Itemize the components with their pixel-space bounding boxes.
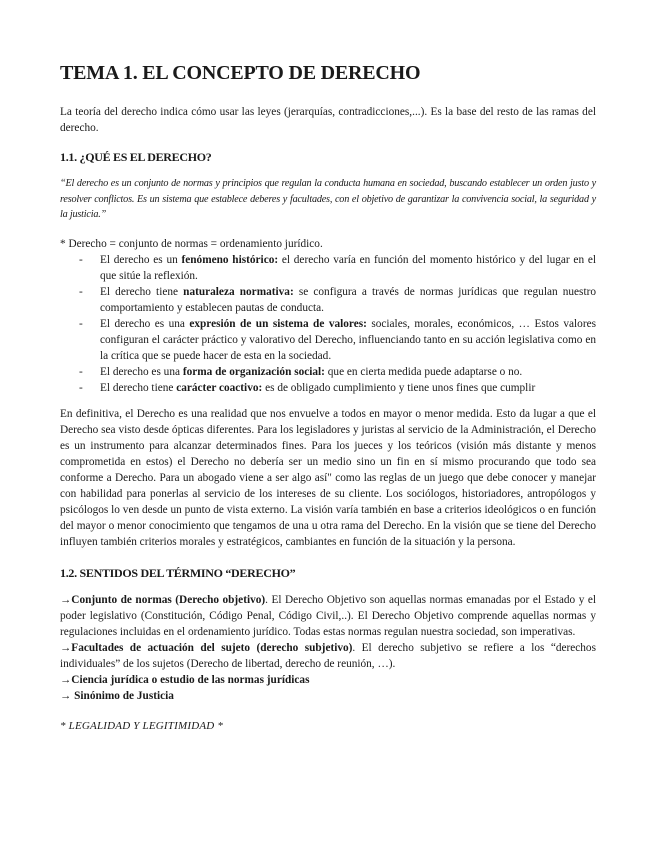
list-item-bold: expresión de un sistema de valores: [189,317,367,330]
list-item-text: sociales, morales, económicos, … Estos valores configuran el carácter práctico y valorativo del Derecho, influenciando tanto en su acción legislativa como en la crítica que se puede hacer de esta en la sociedad. [100,317,596,362]
body-paragraph: En definitiva, el Derecho es una realidad que nos envuelve a todos en mayor o menor medida. Esto da lugar a que el Derecho sea visto desde ópticas diferentes. Para los legisladores y juristas al servicio de la Administración, el Derecho es un instrumento para alcanzar determinados fines. Para los jueces y los teóricos (visión más distante y menos comprometida en estos) el Derecho no debería ser un medio sino un fin en sí mismo procurando que todo sea conforme a Derecho. Para un abogado viene a ser algo así" como las reglas de un juego que debe conocer y manejar con habilidad para ponerlas al servicio de los intereses de su cliente. Los sociólogos, historiadores, antropólogos y psicólogos lo ven desde un punto de vista externo. La visión varía también en base a criterios ideológicos o en función del mayor o menor conocimiento que tengamos de una u otra rama del Derecho. En la visión que se tiene del Derecho influyen también criterios morales y estratégicos, cambiantes en función de la situación y la persona. [60,407,596,548]
dash-marker: - [79,285,83,298]
sense-item-bold: Ciencia jurídica o estudio de las normas jurídicas [71,673,310,686]
sense-item [60,672,596,688]
list-item [79,284,597,316]
section-heading-1: 1.1. ¿QUÉ ES EL DERECHO? [60,150,212,164]
sense-item-text: . El Derecho Objetivo son aquellas normas emanadas por el Estado y el poder legislativo (Constitución, Código Penal, Código Civil,..). El Derecho Objetivo comprende aquellas normas y regulaciones incluidas en el ordenamiento jurídico. Todas estas normas regulan nuestra sociedad, son imperativas. [60,593,596,638]
intro-paragraph: La teoría del derecho indica cómo usar las leyes (jerarquías, contradicciones,...). Es la base del resto de las ramas del derecho. [60,106,596,134]
dash-marker: - [79,365,83,378]
sense-item-bold: Facultades de actuación del sujeto (derecho subjetivo) [71,641,353,654]
list-item [79,252,596,284]
list-item-text: El derecho tiene [100,285,184,298]
list-item [79,316,596,364]
sense-item-bold: Conjunto de normas (Derecho objetivo) [71,593,266,606]
list-item-text: El derecho es una [100,365,183,378]
list-item [79,380,596,396]
legality-heading: * LEGALIDAD Y LEGITIMIDAD * [60,719,224,732]
list-item-text: es de obligado cumplimiento y tiene unos fines que cumplir [262,381,536,394]
list-item-text: que en cierta medida puede adaptarse o no. [324,365,523,378]
arrow-icon: → [60,689,72,702]
definition-quote: “El derecho es un conjunto de normas y principios que regulan la conducta humana en sociedad, buscando establecer un orden justo y resolver conflictos. Es un sistema que establece deberes y facultades, con el objetivo de garantizar la convivencia social, la seguridad y la justicia.” [60,178,596,220]
list-item-text: El derecho tiene [100,381,177,394]
list-item-text: el derecho varía en función del momento histórico y del lugar en el que sitúe la reflexión. [100,253,596,282]
dash-marker: - [79,253,83,266]
arrow-icon: → [60,673,72,686]
sense-item [60,688,596,704]
page-title: TEMA 1. EL CONCEPTO DE DERECHO [60,62,421,84]
list-item-bold: forma de organización social: [182,365,325,378]
senses-list [60,592,596,704]
list-item-text: El derecho es un [100,253,182,266]
sense-item [60,640,596,672]
list-item-bold: naturaleza normativa: [183,285,294,298]
dash-marker: - [79,317,83,330]
arrow-icon: → [60,641,72,654]
sense-item-text: . El derecho subjetivo se refiere a los “derechos individuales” de los sujetos (Derecho de libertad, derecho de reunión, …). [60,641,596,670]
list-item-bold: fenómeno histórico: [181,253,279,266]
list-item-text: se configura a través de normas jurídicas que regulan nuestro comportamiento y establecen pautas de conducta. [100,285,597,314]
list-item-bold: carácter coactivo: [176,381,263,394]
characteristics-list [60,252,596,396]
dash-marker: - [79,381,83,394]
list-item-text: El derecho es una [100,317,190,330]
section-heading-2: 1.2. SENTIDOS DEL TÉRMINO “DERECHO” [60,565,296,580]
list-item [79,364,596,380]
definition-line: * Derecho = conjunto de normas = ordenamiento jurídico. [60,237,323,250]
arrow-icon: → [60,593,72,606]
sense-item-bold: Sinónimo de Justicia [71,689,174,702]
sense-item [60,592,596,640]
